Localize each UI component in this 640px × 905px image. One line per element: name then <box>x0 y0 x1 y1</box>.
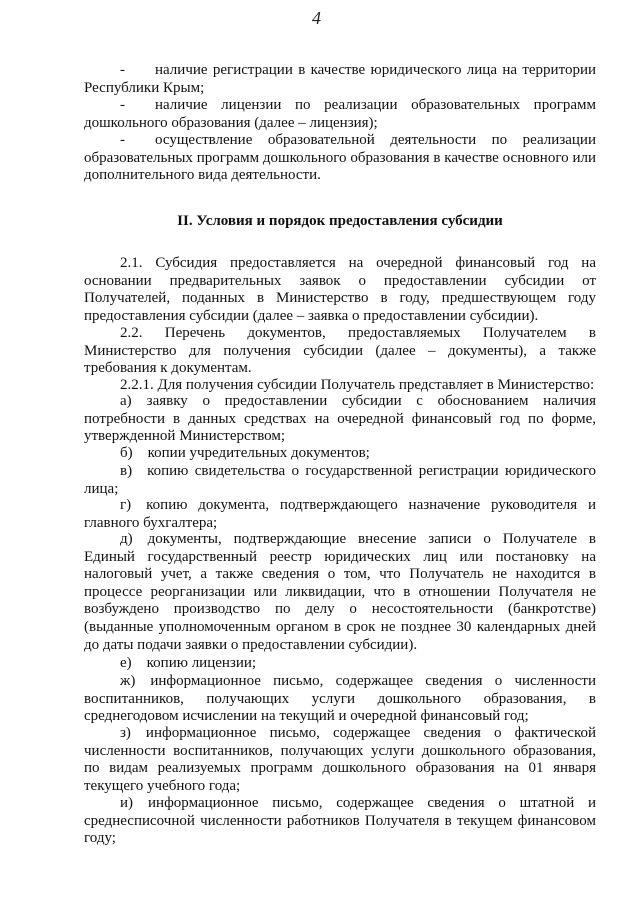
list-item-d: д) документы, подтверждающие внесение записи о Получателе в Единый государственный реестр юридических лиц или постановку на налоговый учет, а также сведения о том, что Получатель не находится в процессе реорганизации или ликвидации, что в отношении Получателя не возбуждено производство по делу о несостоятельности (банкротстве) (выданные уполномоченным органом в срок не позднее 30 календарных дней до даты подачи заявки о предоставлении субсидии). <box>84 531 596 653</box>
page-number: 4 <box>312 8 321 28</box>
list-item-zh: ж) информационное письмо, содержащее сведения о численности воспитанников, получающих услуги дошкольного образования, в среднегодовом исчислении на текущий и очередной финансовый год; <box>84 673 596 725</box>
list-item-v: в) копию свидетельства о государственной регистрации юридического лица; <box>84 463 596 497</box>
list-item-b: б) копии учредительных документов; <box>120 445 370 461</box>
list-item-a: а) заявку о предоставлении субсидии с обоснованием наличия потребности в данных средствах на очередной финансовый год по форме, утвержденной Министерством; <box>84 393 596 445</box>
list-item-g: г) копию документа, подтверждающего назначение руководителя и главного бухгалтера; <box>84 497 596 531</box>
paragraph-2-2-1: 2.2.1. Для получения субсидии Получатель представляет в Министерство: <box>120 377 595 393</box>
section-title: II. Условия и порядок предоставления субсидии <box>177 213 503 229</box>
requirement-item-license: - наличие лицензии по реализации образовательных программ дошкольного образования (далее – лицензия); <box>84 97 596 131</box>
requirement-item-registration: - наличие регистрации в качестве юридического лица на территории Республики Крым; <box>84 62 596 96</box>
paragraph-2-1: 2.1. Субсидия предоставляется на очередной финансовый год на основании предварительных заявок о предоставлении субсидии от Получателей, поданных в Министерство в году, предшествующем году предоставления субсидии (далее – заявка о предоставлении субсидии). <box>84 255 596 324</box>
requirement-item-activity: - осуществление образовательной деятельности по реализации образовательных программ дошкольного образования в качестве основного или дополнительного вида деятельности. <box>84 132 596 184</box>
list-item-z: з) информационное письмо, содержащее сведения о фактической численности воспитанников, получающих услуги дошкольного образования, по видам реализуемых программ дошкольного образования на 01 января текущего учебного года; <box>84 725 596 794</box>
paragraph-2-2: 2.2. Перечень документов, предоставляемых Получателем в Министерство для получения субсидии (далее – документы), а также требования к документам. <box>84 325 596 377</box>
list-item-e: е) копию лицензии; <box>120 655 257 671</box>
list-item-i: и) информационное письмо, содержащее сведения о штатной и среднесписочной численности работников Получателя в текущем финансовом году; <box>84 795 596 847</box>
